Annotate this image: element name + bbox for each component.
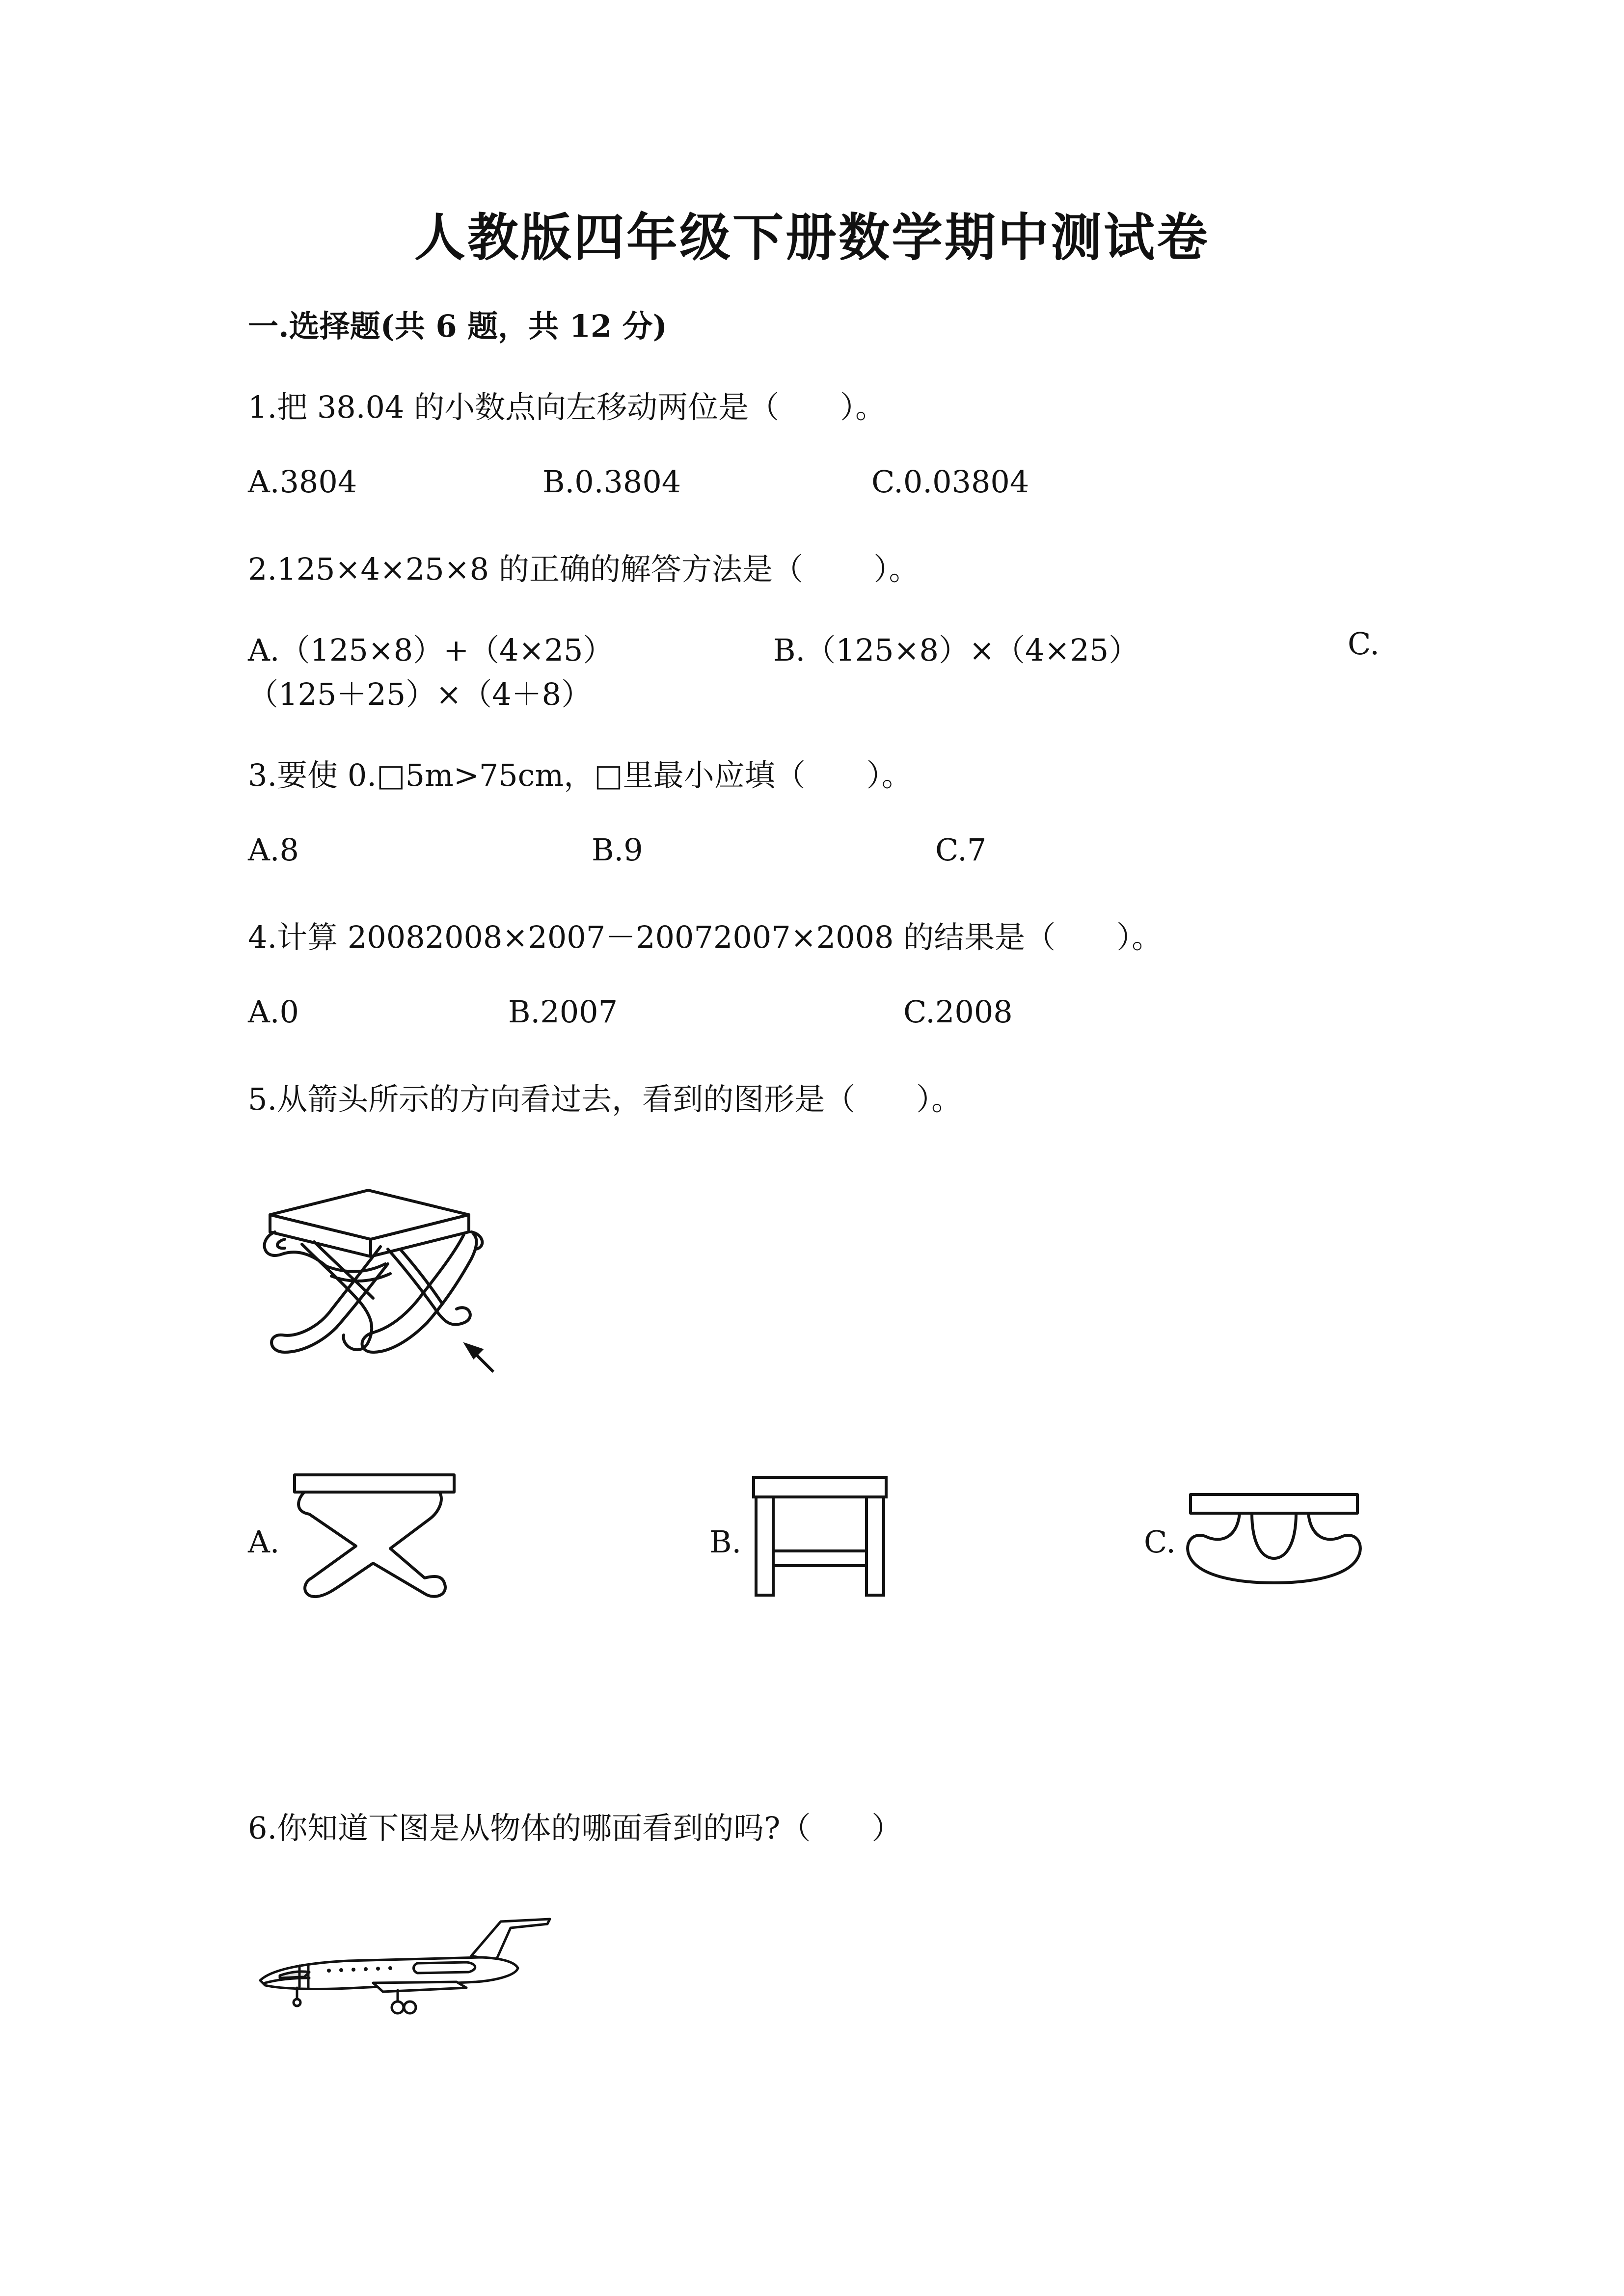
question-4-text: 4.计算 20082008×2007－20072007×2008 的结果是（ ）。 (248, 919, 1163, 955)
q1-option-b[interactable]: B.0.3804 (542, 464, 681, 500)
q4-option-c[interactable]: C.2008 (903, 994, 1013, 1030)
q4-option-b[interactable]: B.2007 (508, 994, 618, 1030)
q3-option-c[interactable]: C.7 (935, 832, 987, 868)
airplane-figure (250, 1914, 555, 2017)
q5-option-a-label[interactable]: A. (248, 1524, 280, 1560)
q4-option-a[interactable]: A.0 (248, 994, 299, 1030)
q1-option-a[interactable]: A.3804 (248, 464, 357, 500)
q1-option-c[interactable]: C.0.03804 (871, 464, 1029, 500)
q2-option-a[interactable]: A.（125×8）+（4×25） (248, 632, 614, 668)
stool-figure (248, 1180, 503, 1377)
q5-option-c-label[interactable]: C. (1144, 1524, 1176, 1560)
q5-option-b-label[interactable]: B. (709, 1524, 742, 1560)
question-1-text: 1.把 38.04 的小数点向左移动两位是（ ）。 (248, 389, 886, 425)
question-6-text: 6.你知道下图是从物体的哪面看到的吗?（ ） (248, 1810, 902, 1846)
section-heading: 一.选择题(共 6 题，共 12 分) (248, 308, 668, 344)
q3-option-b[interactable]: B.9 (592, 832, 643, 868)
q2-option-c-text[interactable]: （125＋25）×（4＋8） (248, 676, 592, 712)
question-3-text: 3.要使 0.□5m>75cm，□里最小应填（ ）。 (248, 757, 912, 793)
question-2-text: 2.125×4×25×8 的正确的解答方法是（ ）。 (248, 551, 920, 587)
q3-option-a[interactable]: A.8 (248, 832, 299, 868)
page-title: 人教版四年级下册数学期中测试卷 (414, 207, 1210, 267)
q2-option-b[interactable]: B.（125×8）×（4×25） (773, 632, 1139, 668)
q2-option-c-label[interactable]: C. (1348, 626, 1380, 662)
q5-option-c-figure[interactable] (1181, 1485, 1367, 1602)
q5-option-a-figure[interactable] (282, 1465, 464, 1607)
q5-option-b-figure[interactable] (749, 1472, 891, 1600)
question-5-text: 5.从箭头所示的方向看过去，看到的图形是（ ）。 (248, 1081, 962, 1117)
